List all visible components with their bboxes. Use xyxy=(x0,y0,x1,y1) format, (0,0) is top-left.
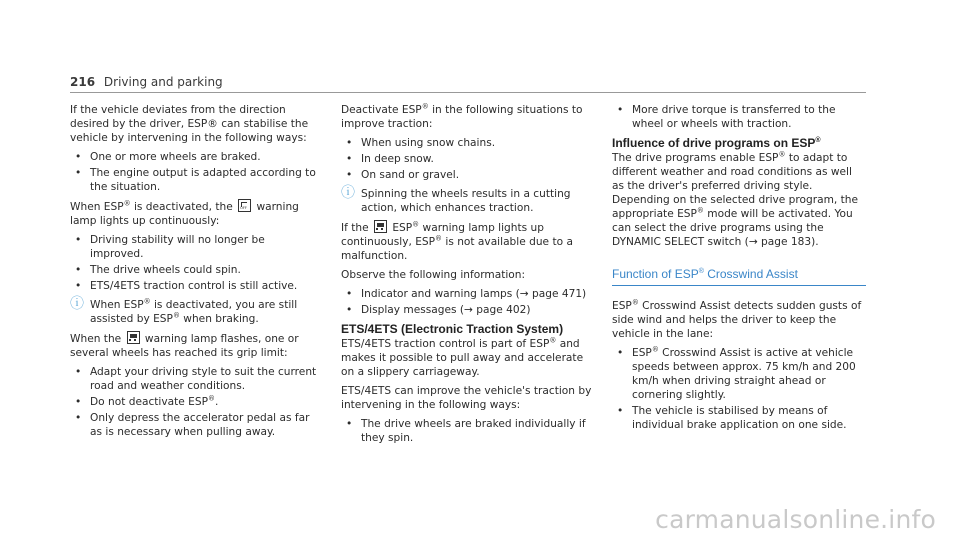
text: Do not deactivate ESP xyxy=(90,396,208,408)
text: when braking. xyxy=(179,313,259,325)
text: ESP xyxy=(612,300,632,312)
list-item: • One or more wheels are braked. xyxy=(70,150,320,164)
list-item: • In deep snow. xyxy=(341,152,598,166)
text: Deactivate ESP xyxy=(341,104,422,116)
list-item xyxy=(70,395,320,409)
text: warning lamp lights up continuously, ESP xyxy=(341,222,544,248)
text: and makes it possible to pull away and accelerate on a slippery carriageway. xyxy=(341,338,584,378)
list-item: • More drive torque is transferred to the wheel or wheels with traction. xyxy=(612,103,866,131)
note xyxy=(341,187,598,215)
list-item: • Display messages (→ page 402) xyxy=(341,303,598,317)
header-divider xyxy=(70,92,866,93)
text: ESP xyxy=(632,347,652,359)
page-number: 216 xyxy=(70,75,96,89)
registered-mark: ® xyxy=(778,150,786,159)
subheading xyxy=(612,136,866,150)
bullet-list xyxy=(341,287,598,317)
subheading: ETS/4ETS (Electronic Traction System) xyxy=(341,322,564,336)
info-icon: ⓘ xyxy=(70,296,84,312)
registered-mark: ® xyxy=(631,298,639,307)
text: Function of ESP xyxy=(612,267,699,281)
text: When ESP xyxy=(90,299,144,311)
registered-mark: ® xyxy=(696,206,704,215)
info-icon: ⓘ xyxy=(341,185,355,201)
watermark: carmanualsonline.info xyxy=(655,505,936,534)
text: Crosswind Assist is active at vehicle speeds between approx. 75 km/h and 200 km/h when driving straight ahead or cornering slightly. xyxy=(632,347,856,401)
text: to adapt to different weather and road conditions as well as the driver's preferred driving style. Depending on the selected drive program, the appropriate ESP xyxy=(612,152,859,220)
registered-mark: ® xyxy=(698,268,704,275)
registered-mark: ® xyxy=(172,311,180,320)
registered-mark: ® xyxy=(815,137,821,144)
paragraph xyxy=(341,103,598,131)
list-item: • On sand or gravel. xyxy=(341,168,598,182)
text: ETS/4ETS traction control is part of ESP xyxy=(341,338,550,350)
text: mode will be activated. You can select the drive programs using the DYNAMIC SELECT switch (→ page 183). xyxy=(612,208,853,248)
section-title: Driving and parking xyxy=(103,75,223,89)
text: ESP xyxy=(388,222,413,234)
paragraph: ETS/4ETS can improve the vehicle's traction by intervening in the following ways: xyxy=(341,385,592,411)
bullet-list xyxy=(70,233,320,293)
registered-mark: ® xyxy=(651,345,659,354)
text: Spinning the wheels results in a cutting action, which enhances traction. xyxy=(361,188,571,214)
paragraph: Observe the following information: xyxy=(341,269,526,281)
registered-mark: ® xyxy=(435,234,443,243)
text: . xyxy=(215,396,219,408)
paragraph xyxy=(70,199,320,228)
paragraph xyxy=(341,220,598,263)
list-item: • Only depress the accelerator pedal as far as is necessary when pulling away. xyxy=(70,411,320,439)
text: warning lamp flashes, one or several wheels has reached its grip limit: xyxy=(70,333,299,359)
bullet-list xyxy=(341,136,598,182)
column-1 xyxy=(70,103,320,444)
page-header xyxy=(70,75,223,89)
bullet-list xyxy=(341,417,598,445)
text: When ESP xyxy=(70,201,124,213)
list-item: • Driving stability will no longer be improved. xyxy=(70,233,320,261)
text: If the xyxy=(341,222,372,234)
esp-off-warning-icon xyxy=(238,199,251,212)
list-item: • ETS/4ETS traction control is still active. xyxy=(70,279,320,293)
esp-warning-icon xyxy=(127,331,140,344)
bullet-list xyxy=(70,150,320,194)
registered-mark: ® xyxy=(143,297,151,306)
paragraph: If the vehicle deviates from the direction desired by the driver, ESP® can stabilise the vehicle by intervening in the following ways: xyxy=(70,104,309,144)
esp-warning-icon xyxy=(374,220,387,233)
list-item: • The drive wheels could spin. xyxy=(70,263,320,277)
text: When the xyxy=(70,333,125,345)
list-item: • The drive wheels are braked individually if they spin. xyxy=(341,417,598,445)
text: The drive programs enable ESP xyxy=(612,152,779,164)
list-item: • The vehicle is stabilised by means of individual brake application on one side. xyxy=(612,404,866,432)
text: in the following situations to improve traction: xyxy=(341,104,583,130)
text: is not available due to a malfunction. xyxy=(341,236,573,262)
bullet-list xyxy=(70,365,320,439)
section-heading xyxy=(612,267,866,286)
list-item: • Adapt your driving style to suit the current road and weather conditions. xyxy=(70,365,320,393)
text: warning lamp lights up continuously: xyxy=(70,201,299,227)
registered-mark: ® xyxy=(412,220,420,229)
text: is deactivated, the xyxy=(130,201,237,213)
list-item: • Indicator and warning lamps (→ page 471) xyxy=(341,287,598,301)
bullet-list xyxy=(612,103,866,131)
registered-mark: ® xyxy=(123,199,131,208)
registered-mark: ® xyxy=(208,394,215,403)
text: is deactivated, you are still assisted by ESP xyxy=(90,299,298,325)
note xyxy=(70,298,320,326)
paragraph xyxy=(70,331,320,360)
bullet-list xyxy=(612,346,866,432)
registered-mark: ® xyxy=(421,102,429,111)
text: Crosswind Assist xyxy=(703,267,798,281)
text: Crosswind Assist detects sudden gusts of side wind and helps the driver to keep the vehicle in the lane: xyxy=(612,300,862,340)
list-item xyxy=(612,346,866,402)
paragraph xyxy=(612,299,866,341)
column-3 xyxy=(612,103,866,437)
list-item: • The engine output is adapted according to the situation. xyxy=(70,166,320,194)
text: Influence of drive programs on ESP xyxy=(612,136,816,150)
paragraph xyxy=(612,151,866,249)
paragraph xyxy=(341,337,598,379)
registered-mark: ® xyxy=(549,336,557,345)
column-2 xyxy=(341,103,598,450)
list-item: • When using snow chains. xyxy=(341,136,598,150)
